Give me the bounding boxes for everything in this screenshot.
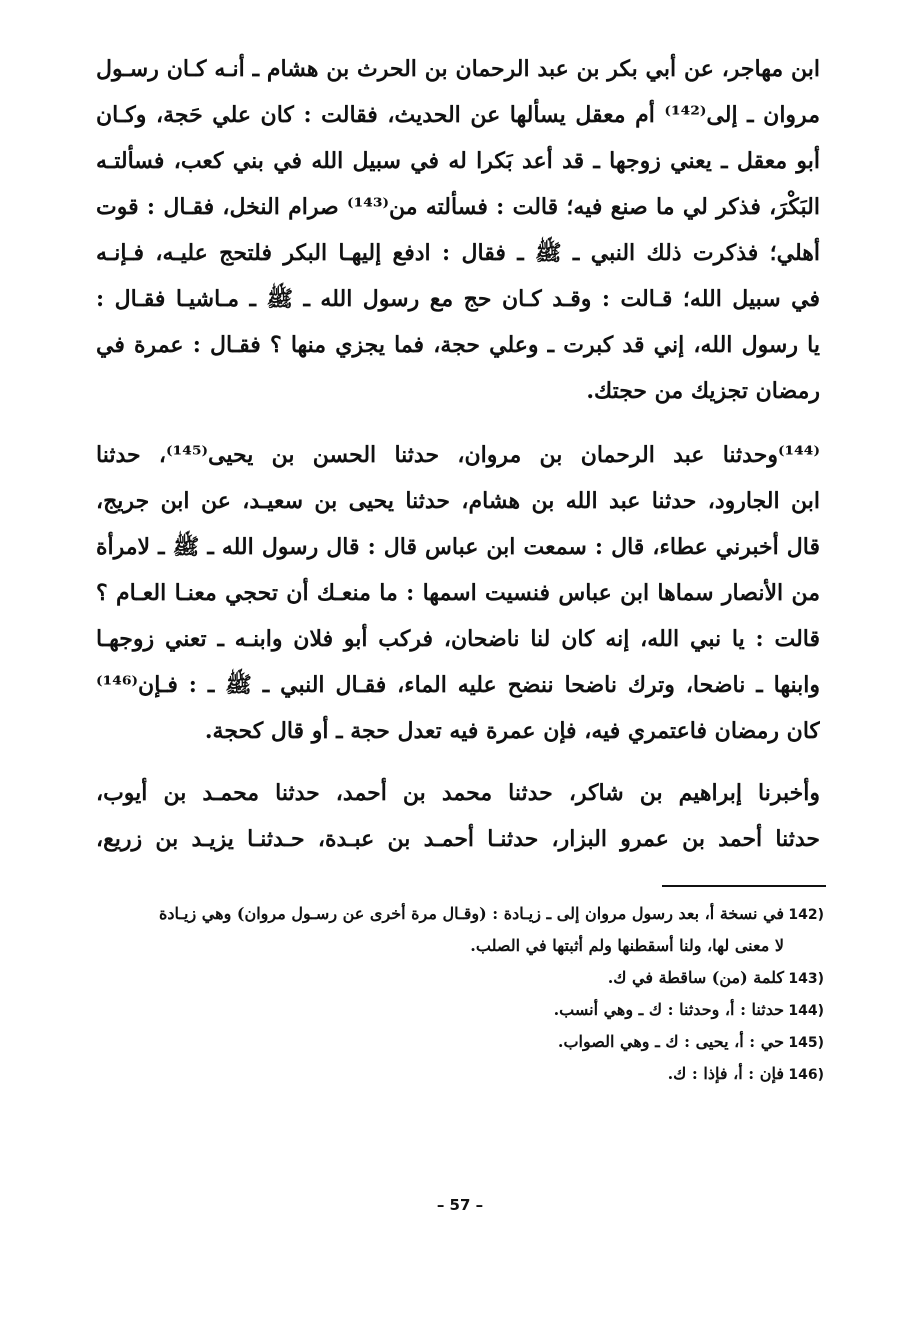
paragraph-1: [96, 46, 820, 414]
footnote-number: 144): [788, 1003, 824, 1019]
footnote-text: في نسخة أ، بعد رسول مروان إلى ـ زيـادة : (وقـال مرة أخرى عن رسـول مروان) وهي زيـادة: [158, 904, 784, 923]
text-line: مروان ـ إلى⁽¹⁴²⁾ أم معقل يسألها عن الحديث، فقالت : كان علي حَجة، وكـان: [96, 102, 820, 128]
footnote-text: فإن : أ، فإذا : ك.: [667, 1064, 784, 1083]
footnote-142: [100, 898, 824, 930]
footnote-number: 145): [788, 1035, 824, 1051]
text-line: البَكْرَ، فذكر لي ما صنع فيه؛ قالت : فسألته من⁽¹⁴³⁾ صرام النخل، فقـال : قوت: [96, 194, 820, 220]
text-line: كان رمضان فاعتمري فيه، فإن عمرة فيه تعدل حجة ـ أو قال كحجة.: [204, 718, 820, 744]
text-line: من الأنصار سماها ابن عباس فنسيت اسمها : ما منعـك أن تحجي معنـا العـام ؟: [96, 580, 820, 606]
footnote-number: 143): [788, 971, 824, 987]
footnote-text: لا معنى لها، ولنا أسقطنها ولم أثبتها في الصلب.: [470, 936, 784, 955]
text-line: وأخبرنا إبراهيم بن شاكر، حدثنا محمد بن أحمد، حدثنا محمـد بن أيوب،: [96, 780, 820, 806]
text-line: وابنها ـ ناضحا، وترك ناضحا ننضح عليه الماء، فقـال النبي ـ ﷺ ـ : فـإن⁽¹⁴⁶⁾: [96, 672, 820, 698]
page-number: – 57 –: [436, 1196, 484, 1214]
footnote-146: [100, 1058, 824, 1090]
paragraph-3: [96, 770, 820, 862]
text-line: يا رسول الله، إني قد كبرت ـ وعلي حجة، فما يجزي منها ؟ فقـال : عمرة في: [96, 332, 820, 358]
footnote-number: 142): [788, 907, 824, 923]
text-line: أهلي؛ فذكرت ذلك النبي ـ ﷺ ـ فقال : ادفع إليهـا البكر فلتحج عليـه، فـإنـه: [96, 240, 820, 266]
text-line: ⁽¹⁴⁴⁾وحدثنا عبد الرحمان بن مروان، حدثنا الحسن بن يحيى⁽¹⁴⁵⁾، حدثنا: [96, 442, 820, 468]
footnote-143: [100, 962, 824, 994]
footnote-145: [100, 1026, 824, 1058]
footnote-text: حي : أ، يحيى : ك ـ وهي الصواب.: [557, 1032, 784, 1051]
paragraph-2: [96, 432, 820, 754]
text-line: في سبيل الله؛ قـالت : وقـد كـان حج مع رسول الله ـ ﷺ ـ مـاشيـا فقـال :: [96, 286, 820, 312]
text-line: قالت : يا نبي الله، إنه كان لنا ناضحان، فركب أبو فلان وابنـه ـ تعني زوجهـا: [96, 626, 820, 652]
text-line: حدثنا أحمد بن عمرو البزار، حدثنـا أحمـد بن عبـدة، حـدثنـا يزيـد بن زريع،: [96, 826, 820, 852]
footnote-number: 146): [788, 1067, 824, 1083]
text-line: ابن الجارود، حدثنا عبد الله بن هشام، حدثنا يحيى بن سعيـد، عن ابن جريج،: [96, 488, 820, 514]
footnote-142-continued: [100, 930, 824, 962]
footnotes: [100, 898, 824, 1090]
footnote-144: [100, 994, 824, 1026]
text-line: ابن مهاجر، عن أبي بكر بن عبد الرحمان بن الحرث بن هشام ـ أنـه كـان رسـول: [96, 56, 820, 82]
text-line: قال أخبرني عطاء، قال : سمعت ابن عباس قال : قال رسول الله ـ ﷺ ـ لامرأة: [96, 534, 820, 560]
text-line: أبو معقل ـ يعني زوجها ـ قد أعد بَكرا له في سبيل الله في بني كعب، فسألتـه: [96, 148, 820, 174]
text-line: رمضان تجزيك من حجتك.: [586, 378, 820, 404]
footnote-text: حدثنا : أ، وحدثنا : ك ـ وهي أنسب.: [553, 1000, 784, 1019]
footnote-text: كلمة (من) ساقطة في ك.: [607, 968, 784, 987]
footnote-separator: [662, 885, 826, 887]
